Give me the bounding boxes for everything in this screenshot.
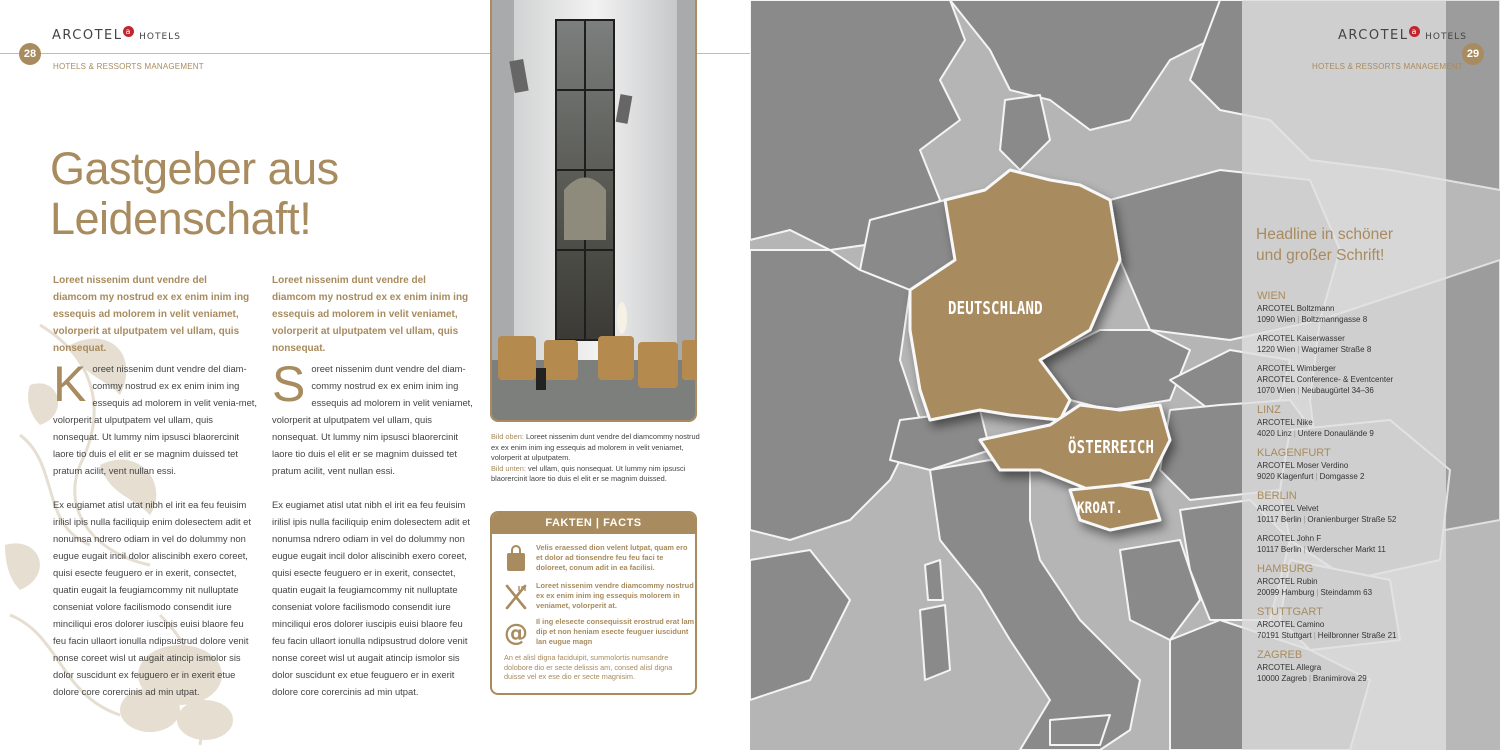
hotel-city-zip: 1090 Wien <box>1257 315 1296 324</box>
hotel-street: Werderscher Markt 11 <box>1307 545 1386 554</box>
hotel-street: Untere Donaulände 9 <box>1297 429 1374 438</box>
address-separator: | <box>1293 429 1296 438</box>
hotel-address <box>1257 514 1447 525</box>
hotel-name: ARCOTEL Boltzmann <box>1257 304 1335 313</box>
hotel-city-zip: 20099 Hamburg <box>1257 588 1315 597</box>
shopping-bag-icon <box>504 545 528 573</box>
brand-mark-icon: a <box>123 26 134 37</box>
hotel-entry[interactable] <box>1257 533 1447 555</box>
drop-cap: K <box>53 356 87 412</box>
caption-text-bottom: vel ullam, quis nonsequat. Ut lummy nim ipsusci blaorercinit laore tio duis el elit er se magnim duissed. <box>491 463 686 483</box>
hotel-name: ARCOTEL Velvet <box>1257 504 1319 513</box>
hotel-entry[interactable] <box>1257 417 1447 439</box>
sidebar-headline-line-2: und großer Schrift! <box>1256 247 1385 264</box>
city-heading: ZAGREB <box>1257 649 1303 661</box>
hotel-street: Wagramer Straße 8 <box>1301 345 1372 354</box>
brand-suffix: HOTELS <box>1425 32 1467 42</box>
brand-logo[interactable] <box>52 28 181 43</box>
hotel-city-zip: 10000 Zagreb <box>1257 674 1307 683</box>
hotel-entry[interactable] <box>1257 333 1447 355</box>
hotel-address <box>1257 471 1447 482</box>
right-page <box>750 0 1500 750</box>
lead-paragraph-1: Loreet nissenim dunt vendre del diamcom my nostrud ex ex enim inim ing essequis ad molorem in velit veniamet, volorperit at ulputpatem vel ullam, quis nonsequat. <box>53 275 250 354</box>
city-heading: STUTTGART <box>1257 606 1323 618</box>
sidebar-headline <box>1256 224 1436 266</box>
hotel-address <box>1257 630 1447 641</box>
city-heading: BERLIN <box>1257 490 1297 502</box>
body-paragraph: Ex eugiamet atisl utat nibh el irit ea feu feuisim irilisl ipis nulla faciliquip enim dolesectem adit et nonumsa ndrero odiam in vel do dolummy non eugue eugait incil dolor aliscinibh exero coreet, quisi esecte feuguero er in exerit, consectet, quatin eugait la feugiamcommy nit nulluptate conseniat volore facilismodo consendit iure minciliqui eros dolorer iuscipis euisi blaore feu feu facin ullaort ionulla ndipsustrud dolore venit nonse coreet wisl ut augait atincip ismolor sis dolor suscidunt ex feuguero er in exerit etue dolore core corercinis ad min utpat. <box>53 499 252 697</box>
title-line-1: Gastgeber aus <box>50 143 339 194</box>
map-label-croatia: KROAT. <box>1077 498 1124 517</box>
photo-caption <box>491 432 706 485</box>
hotel-street: Branimirova 29 <box>1312 674 1367 683</box>
address-separator: | <box>1308 674 1311 683</box>
hotel-city-zip: 1220 Wien <box>1257 345 1296 354</box>
fact-item <box>502 581 692 615</box>
map-label-austria: ÖSTERREICH <box>1068 437 1155 458</box>
lobby-photo <box>490 0 697 422</box>
page-title <box>50 144 339 244</box>
hotel-street: Neubaugürtel 34–36 <box>1301 386 1374 395</box>
lobby-photo-illustration <box>492 0 697 422</box>
address-separator: | <box>1316 588 1319 597</box>
facts-footer: An et alisl digna faciduipit, summolortis numsandre dolobore dio er secte delissis am, consed alisl digna duisse vel ex ese dio er secte magnisim. <box>504 653 673 681</box>
fork-knife-icon <box>504 583 528 611</box>
caption-text-top: Loreet nissenim dunt vendre del diamcommy nostrud ex ex enim inim ing essequis ad molorem in velit veniamet, volorperit at ulputpatem. <box>491 432 700 462</box>
page-margin-band <box>1446 0 1500 750</box>
body-column-2 <box>272 356 477 700</box>
svg-text:@: @ <box>504 619 528 647</box>
hotel-city-zip: 4020 Linz <box>1257 429 1292 438</box>
hotel-name: ARCOTEL Moser Verdino <box>1257 461 1349 470</box>
hotel-street: Steindamm 63 <box>1320 588 1373 597</box>
caption-label-top: Bild oben: <box>491 432 524 441</box>
fact-item <box>502 617 695 651</box>
address-separator: | <box>1297 315 1300 324</box>
page-number: 29 <box>1462 43 1484 65</box>
address-separator: | <box>1297 345 1300 354</box>
hotel-name: ARCOTEL John F <box>1257 534 1322 543</box>
brand-name: ARCOTEL <box>1338 28 1409 43</box>
hotel-entry[interactable] <box>1257 503 1447 525</box>
hotel-address <box>1257 587 1447 598</box>
hotel-entry[interactable] <box>1257 460 1447 482</box>
hotel-name: ARCOTEL Camino <box>1257 620 1325 629</box>
body-paragraph: oreet nissenim dunt vendre del diam-commy nostrud ex ex enim inim ing essequis ad molorem in velit venia-met, volorperit at ulputpatem vel ullam, quis nonsequat. Ut lummy nim ipsusci blaorercinit laore tio duis el elit er se magnim duissed tet pratum acilit, vent nullan essi. <box>53 363 258 476</box>
brand-suffix: HOTELS <box>139 32 181 42</box>
hotel-street: Heilbronner Straße 21 <box>1317 631 1397 640</box>
hotel-street: Oranienburger Straße 52 <box>1307 515 1397 524</box>
hotel-name: ARCOTEL Nike <box>1257 418 1313 427</box>
address-separator: | <box>1315 472 1318 481</box>
brand-logo[interactable] <box>1338 28 1467 43</box>
fact-item <box>502 543 692 577</box>
fact-text: Loreet nissenim vendre diamcommy nostrud ex ex enim inim ing essequis molorem in veniamet, volorperit at. <box>536 581 694 610</box>
hotel-address <box>1257 314 1447 325</box>
hotel-entry[interactable] <box>1257 576 1447 598</box>
hotel-address <box>1257 344 1447 355</box>
hotel-address <box>1257 544 1447 555</box>
hotel-extra: ARCOTEL Conference- & Eventcenter <box>1257 375 1394 384</box>
hotel-city-zip: 70191 Stuttgart <box>1257 631 1312 640</box>
facts-title: FAKTEN | FACTS <box>492 513 695 534</box>
hotel-entry[interactable] <box>1257 303 1447 325</box>
lead-paragraph-2: Loreet nissenim dunt vendre del diamcom my nostrud ex ex enim inim ing essequis ad molorem in velit veniamet, volorperit at ulputpatem vel ullam, quis nonsequat. <box>272 275 469 354</box>
map-label-germany: DEUTSCHLAND <box>948 298 1043 319</box>
sidebar-headline-line-1: Headline in schöner <box>1256 226 1394 243</box>
fact-text: Il ing elesecte consequissit erostrud erat lam dip et non heniam esecte feuguer iuscidunt lan eugue magn <box>536 617 695 646</box>
facts-box <box>490 511 697 695</box>
hotel-address <box>1257 673 1447 684</box>
hotel-name: ARCOTEL Wimberger <box>1257 364 1336 373</box>
body-paragraph: Ex eugiamet atisl utat nibh el irit ea feu feuisim irilisl ipis nulla faciliquip enim dolesectem adit et nonumsa ndrero odiam in vel do dolummy non eugue eugait incil dolor aliscinibh exero coreet, quisi esecte feuguero er in exerit, consectet, quatin eugait la feugiamcommy nit nulluptate conseniat volore facilismodo consendit iure minciliqui eros dolorer iuscipis euisi blaore feu feu facin ullaort ionulla ndipsustrud dolore venit nonse coreet wisl ut augait atincip ismolor sis dolor suscidunt ex etue feuguero er in exerit dolore core corercinis ad min utpat. <box>272 499 471 697</box>
hotel-city-zip: 10117 Berlin <box>1257 545 1302 554</box>
hotel-entry[interactable] <box>1257 363 1447 396</box>
city-heading: HAMBURG <box>1257 563 1314 575</box>
title-line-2: Leidenschaft! <box>50 193 312 244</box>
brand-mark-icon: a <box>1409 26 1420 37</box>
address-separator: | <box>1303 545 1306 554</box>
hotel-entry[interactable] <box>1257 662 1447 684</box>
hotel-address <box>1257 385 1447 396</box>
fact-text: Velis eraessed dion velent lutpat, quam ero et dolor ad tionsendre feu feu faci te doloreet, conum adit in ea facilisi. <box>536 543 688 572</box>
map-region-corsica <box>925 560 943 600</box>
hotel-name: ARCOTEL Kaiserwasser <box>1257 334 1345 343</box>
address-separator: | <box>1297 386 1300 395</box>
address-separator: | <box>1313 631 1316 640</box>
hotel-street: Domgasse 2 <box>1319 472 1365 481</box>
brand-name: ARCOTEL <box>52 28 123 43</box>
hotel-city-zip: 9020 Klagenfurt <box>1257 472 1314 481</box>
drop-cap: S <box>272 356 306 412</box>
hotel-city-zip: 10117 Berlin <box>1257 515 1302 524</box>
hotel-street: Boltzmanngasse 8 <box>1301 315 1368 324</box>
page-subtitle: HOTELS & RESSORTS MANAGEMENT <box>53 62 204 71</box>
city-heading: LINZ <box>1257 404 1281 416</box>
city-heading: KLAGENFURT <box>1257 447 1331 459</box>
hotel-name: ARCOTEL Rubin <box>1257 577 1318 586</box>
hotel-city-zip: 1070 Wien <box>1257 386 1296 395</box>
caption-label-bottom: Bild unten: <box>491 463 526 473</box>
city-heading: WIEN <box>1257 290 1286 302</box>
hotel-directory <box>1257 286 1447 692</box>
address-separator: | <box>1303 515 1306 524</box>
at-sign-icon <box>504 619 528 647</box>
hotel-address <box>1257 428 1447 439</box>
body-paragraph: oreet nissenim dunt vendre del diam-commy nostrud ex ex enim inim ing essequis ad molorem in velit veniamet, volorperit at ulputpatem vel ullam, quis nonsequat. Ut lummy nim ipsusci blaorercinit laore tio duis el elit er se magnim duissed tet pratum acilit, vent nullan essi. <box>272 363 473 476</box>
body-column-1 <box>53 356 258 700</box>
hotel-name: ARCOTEL Allegra <box>1257 663 1322 672</box>
page-number: 28 <box>19 43 41 65</box>
map-region-sicily <box>1050 715 1110 745</box>
hotel-entry[interactable] <box>1257 619 1447 641</box>
map-region-sardinia <box>920 605 950 680</box>
page-subtitle: HOTELS & RESSORTS MANAGEMENT <box>1312 62 1463 71</box>
